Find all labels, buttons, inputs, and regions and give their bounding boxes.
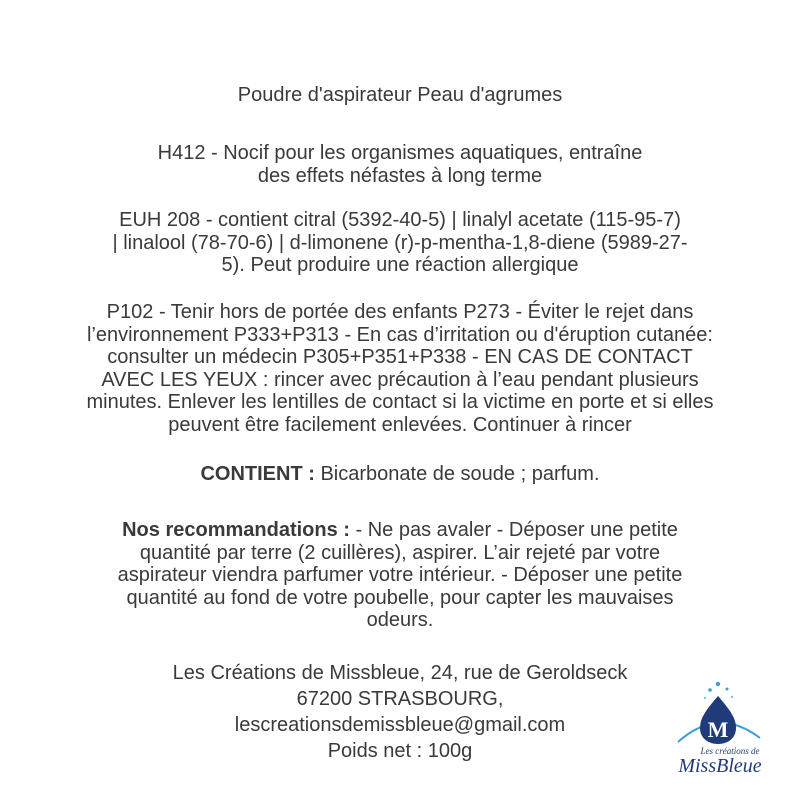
precaution-line: P102 - Tenir hors de portée des enfants P273 - Éviter le rejet dans (106, 301, 694, 323)
recommendations-text: - Ne pas avaler - Déposer une petite (349, 519, 678, 541)
address-city: 67200 STRASBOURG, (296, 688, 504, 710)
allergen-statement-euh208 (20, 209, 780, 277)
allergen-line: EUH 208 - contient citral (5392-40-5) | linalyl acetate (115-95-7) (119, 209, 681, 231)
sparkle-icon (731, 696, 733, 698)
recommendations-line: quantité par terre (2 cuillères), aspirer. L’air rejeté par votre (139, 541, 661, 564)
recommendations-label: Nos recommandations : (122, 519, 350, 541)
ingredients (20, 463, 780, 486)
sparkle-icon (708, 688, 712, 692)
precaution-line: l’environnement P333+P313 - En cas d’irritation ou d'éruption cutanée: (87, 323, 713, 346)
recommendations (20, 519, 780, 632)
logo-monogram: M (707, 717, 729, 742)
precaution-line: minutes. Enlever les lentilles de contact si la victime en porte et si elles (86, 391, 714, 413)
precautionary-statements (20, 301, 780, 436)
recommendations-line (20, 519, 780, 542)
net-weight: Poids net : 100g (327, 740, 473, 762)
allergen-line: 5). Peut produire une réaction allergique (221, 254, 579, 276)
sparkle-icon (716, 682, 720, 686)
missbleue-logo (648, 676, 788, 776)
precaution-line: AVEC LES YEUX : rincer avec précaution à l’eau pendant plusieurs (101, 368, 699, 391)
hazard-line: des effets néfastes à long terme (257, 164, 543, 187)
hazard-statement-h412 (20, 142, 780, 187)
precaution-line: consulter un médecin P305+P351+P338 - EN CAS DE CONTACT (107, 346, 693, 368)
recommendations-line: quantité au fond de votre poubelle, pour capter les mauvaises (126, 586, 674, 609)
sparkle-icon (704, 697, 706, 699)
address-street: Les Créations de Missbleue, 24, rue de Geroldseck (172, 662, 628, 684)
hazard-line: H412 - Nocif pour les organismes aquatiques, entraîne (157, 142, 643, 164)
logo-tagline: Les créations de (700, 746, 760, 756)
recommendations-line: aspirateur viendra parfumer votre intérieur. - Déposer une petite (117, 564, 683, 586)
precaution-line: peuvent être facilement enlevées. Continuer à rincer (168, 413, 632, 436)
address-email: lescreationsdemissbleue@gmail.com (234, 714, 566, 736)
ingredients-line (20, 463, 780, 486)
allergen-line: | linalool (78-70-6) | d-limonene (r)-p-mentha-1,8-diene (5989-27- (112, 231, 688, 254)
sparkle-icon (726, 688, 729, 691)
product-title (20, 84, 780, 107)
ingredients-label: CONTIENT : (200, 463, 315, 485)
recommendations-line: odeurs. (366, 609, 434, 631)
product-title-text: Poudre d'aspirateur Peau d'agrumes (237, 84, 563, 106)
ingredients-text: Bicarbonate de soude ; parfum. (314, 463, 600, 485)
logo-brand: MissBleue (678, 755, 762, 776)
